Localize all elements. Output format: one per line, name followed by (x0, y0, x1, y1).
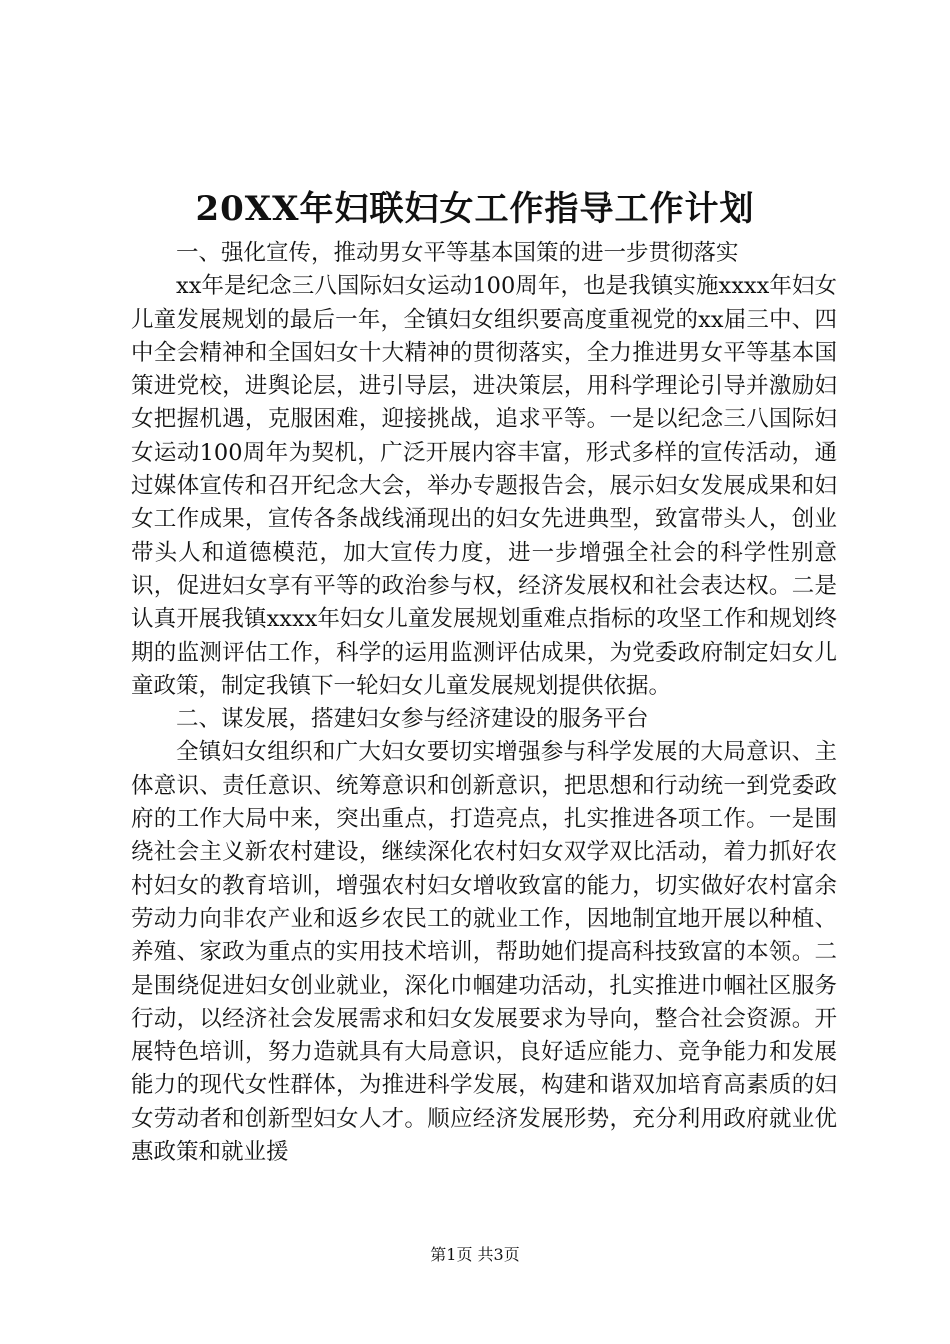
section-paragraph-1: xx年是纪念三八国际妇女运动100周年，也是我镇实施xxxx年妇女儿童发展规划的最后一年，全镇妇女组织要高度重视党的xx届三中、四中全会精神和全国妇女十大精神的贯彻落实，全力推进男女平等基本国策进党校，进舆论层，进引导层，进决策层，用科学理论引导并激励妇女把握机遇，克服困难，迎接挑战，追求平等。一是以纪念三八国际妇女运动100周年为契机，广泛开展内容丰富，形式多样的宣传活动，通过媒体宣传和召开纪念大会，举办专题报告会，展示妇女发展成果和妇女工作成果，宣传各条战线涌现出的妇女先进典型，致富带头人，创业带头人和道德模范，加大宣传力度，进一步增强全社会的科学性别意识，促进妇女享有平等的政治参与权，经济发展权和社会表达权。二是认真开展我镇xxxx年妇女儿童发展规划重难点指标的攻坚工作和规划终期的监测评估工作，科学的运用监测评估成果，为党委政府制定妇女儿童政策，制定我镇下一轮妇女儿童发展规划提供依据。 (131, 273, 837, 699)
section-heading-2: 二、谋发展，搭建妇女参与经济建设的服务平台 (176, 706, 649, 733)
page-footer: 第1页 共3页 (430, 1245, 520, 1264)
document-title: 20XX年妇联妇女工作指导工作计划 (195, 189, 755, 229)
section-paragraph-2: 全镇妇女组织和广大妇女要切实增强参与科学发展的大局意识、主体意识、责任意识、统筹意识和创新意识，把思想和行动统一到党委政府的工作大局中来，突出重点，打造亮点，扎实推进各项工作。一是围绕社会主义新农村建设，继续深化农村妇女双学双比活动，着力抓好农村妇女的教育培训，增强农村妇女增收致富的能力，切实做好农村富余劳动力向非农产业和返乡农民工的就业工作，因地制宜地开展以种植、养殖、家政为重点的实用技术培训，帮助她们提高科技致富的本领。二是围绕促进妇女创业就业，深化巾帼建功活动，扎实推进巾帼社区服务行动，以经济社会发展需求和妇女发展要求为导向，整合社会资源。开展特色培训，努力造就具有大局意识，良好适应能力、竞争能力和发展能力的现代女性群体，为推进科学发展，构建和谐双加培育高素质的妇女劳动者和创新型妇女人才。顺应经济发展形势，充分利用政府就业优惠政策和就业援 (131, 739, 837, 1166)
section-heading-1: 一、强化宣传，推动男女平等基本国策的进一步贯彻落实 (176, 240, 739, 266)
document-body (131, 237, 837, 1169)
